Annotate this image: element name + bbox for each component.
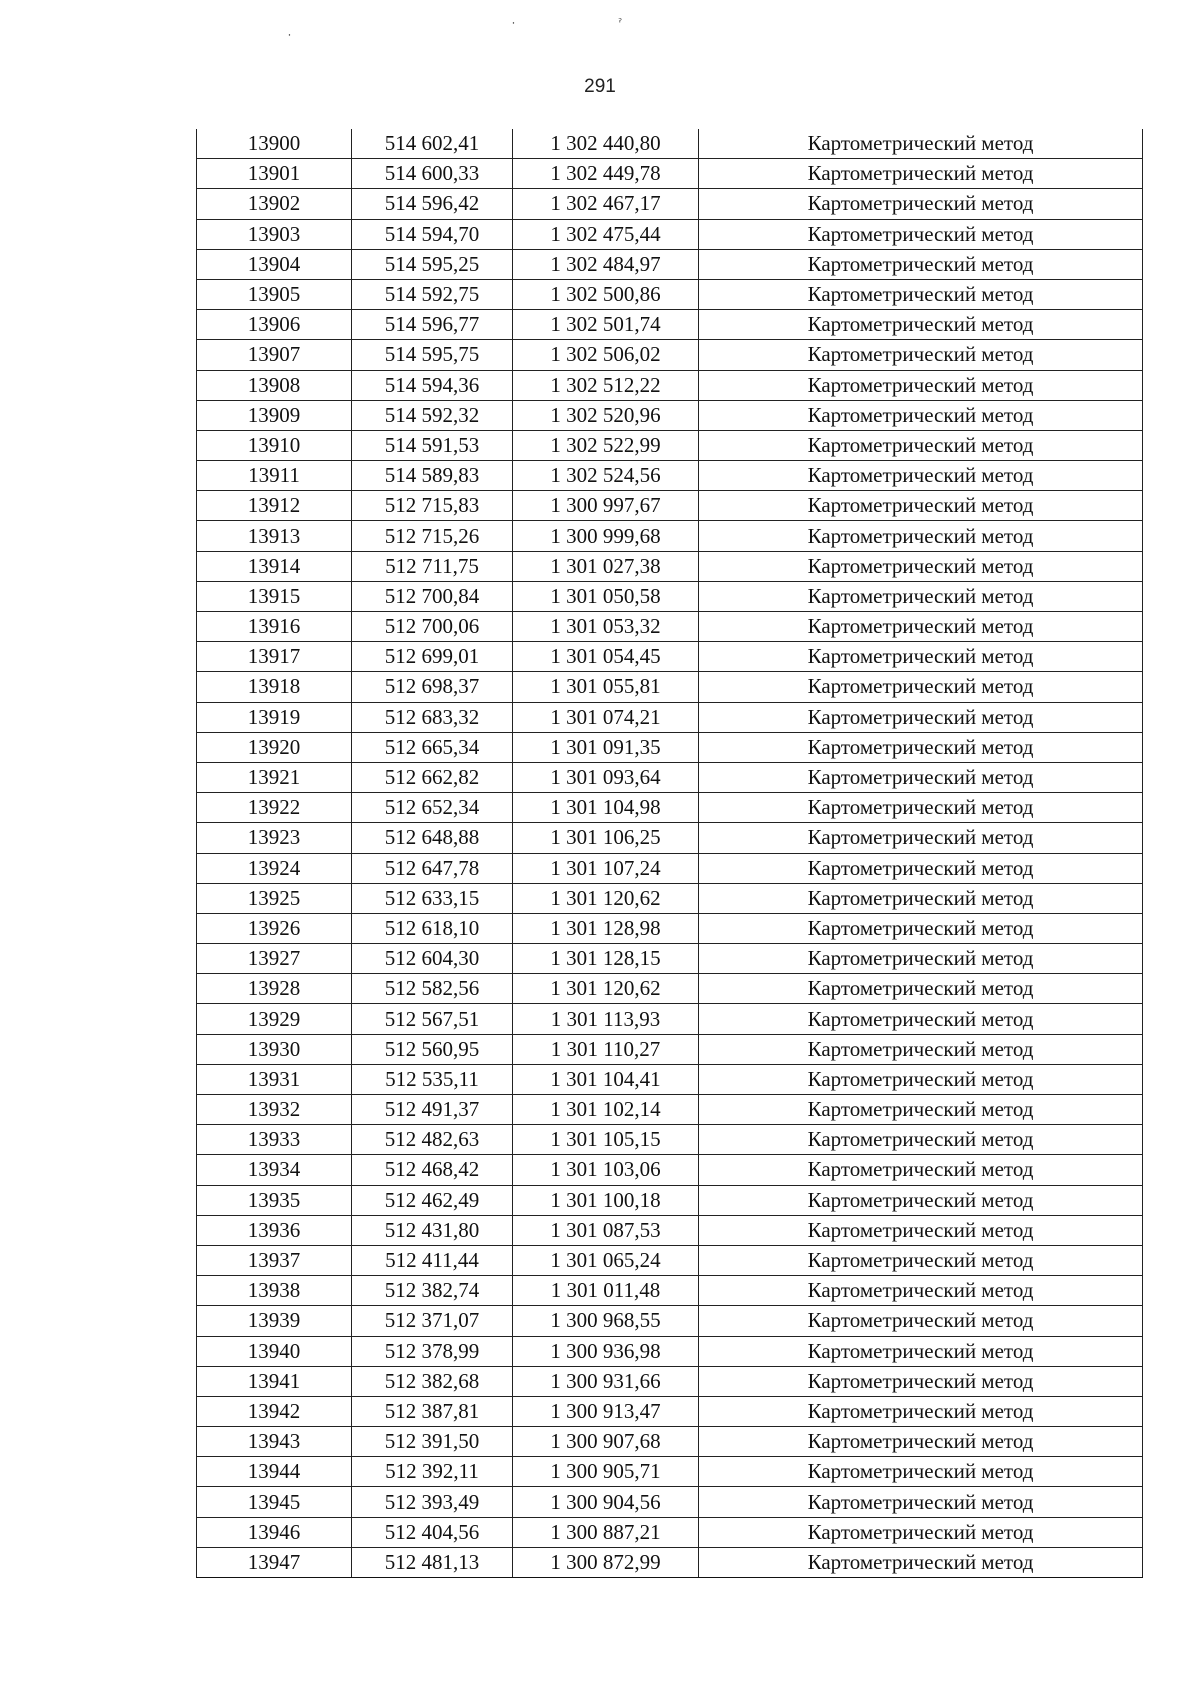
- point-number-cell: 13938: [197, 1276, 352, 1306]
- table-row: [197, 1336, 1143, 1366]
- point-number-cell: 13925: [197, 883, 352, 913]
- point-number-cell: 13907: [197, 340, 352, 370]
- y-coordinate-cell: 1 300 936,98: [513, 1336, 699, 1366]
- y-coordinate-cell: 1 301 103,06: [513, 1155, 699, 1185]
- method-cell: Картометрический метод: [699, 1336, 1143, 1366]
- method-cell: Картометрический метод: [699, 1125, 1143, 1155]
- y-coordinate-cell: 1 301 128,98: [513, 913, 699, 943]
- table-row: [197, 219, 1143, 249]
- method-cell: Картометрический метод: [699, 1487, 1143, 1517]
- method-cell: Картометрический метод: [699, 1245, 1143, 1275]
- x-coordinate-cell: 512 404,56: [352, 1517, 513, 1547]
- point-number-cell: 13936: [197, 1215, 352, 1245]
- table-row: [197, 159, 1143, 189]
- x-coordinate-cell: 512 387,81: [352, 1396, 513, 1426]
- point-number-cell: 13900: [197, 129, 352, 159]
- y-coordinate-cell: 1 300 905,71: [513, 1457, 699, 1487]
- table-row: [197, 1547, 1143, 1577]
- point-number-cell: 13916: [197, 612, 352, 642]
- y-coordinate-cell: 1 301 100,18: [513, 1185, 699, 1215]
- method-cell: Картометрический метод: [699, 189, 1143, 219]
- y-coordinate-cell: 1 301 053,32: [513, 612, 699, 642]
- y-coordinate-cell: 1 301 050,58: [513, 581, 699, 611]
- table-row: [197, 370, 1143, 400]
- table-row: [197, 1276, 1143, 1306]
- table-row: [197, 702, 1143, 732]
- x-coordinate-cell: 514 589,83: [352, 461, 513, 491]
- x-coordinate-cell: 512 700,84: [352, 581, 513, 611]
- method-cell: Картометрический метод: [699, 1276, 1143, 1306]
- point-number-cell: 13912: [197, 491, 352, 521]
- method-cell: Картометрический метод: [699, 1517, 1143, 1547]
- x-coordinate-cell: 512 491,37: [352, 1095, 513, 1125]
- x-coordinate-cell: 512 618,10: [352, 913, 513, 943]
- method-cell: Картометрический метод: [699, 853, 1143, 883]
- table-row: [197, 491, 1143, 521]
- table-row: [197, 793, 1143, 823]
- x-coordinate-cell: 514 591,53: [352, 430, 513, 460]
- method-cell: Картометрический метод: [699, 1215, 1143, 1245]
- point-number-cell: 13943: [197, 1427, 352, 1457]
- point-number-cell: 13917: [197, 642, 352, 672]
- point-number-cell: 13922: [197, 793, 352, 823]
- x-coordinate-cell: 512 567,51: [352, 1004, 513, 1034]
- method-cell: Картометрический метод: [699, 944, 1143, 974]
- coordinates-table-body: [197, 129, 1143, 1578]
- x-coordinate-cell: 512 700,06: [352, 612, 513, 642]
- x-coordinate-cell: 512 582,56: [352, 974, 513, 1004]
- method-cell: Картометрический метод: [699, 913, 1143, 943]
- point-number-cell: 13918: [197, 672, 352, 702]
- table-row: [197, 1064, 1143, 1094]
- x-coordinate-cell: 512 647,78: [352, 853, 513, 883]
- table-row: [197, 732, 1143, 762]
- y-coordinate-cell: 1 300 999,68: [513, 521, 699, 551]
- x-coordinate-cell: 514 596,77: [352, 310, 513, 340]
- method-cell: Картометрический метод: [699, 823, 1143, 853]
- method-cell: Картометрический метод: [699, 1004, 1143, 1034]
- y-coordinate-cell: 1 301 011,48: [513, 1276, 699, 1306]
- table-row: [197, 1457, 1143, 1487]
- table-row: [197, 1004, 1143, 1034]
- table-row: [197, 642, 1143, 672]
- table-row: [197, 461, 1143, 491]
- y-coordinate-cell: 1 302 524,56: [513, 461, 699, 491]
- point-number-cell: 13913: [197, 521, 352, 551]
- table-row: [197, 1034, 1143, 1064]
- x-coordinate-cell: 512 604,30: [352, 944, 513, 974]
- y-coordinate-cell: 1 300 904,56: [513, 1487, 699, 1517]
- y-coordinate-cell: 1 301 110,27: [513, 1034, 699, 1064]
- x-coordinate-cell: 512 481,13: [352, 1547, 513, 1577]
- y-coordinate-cell: 1 302 467,17: [513, 189, 699, 219]
- x-coordinate-cell: 512 411,44: [352, 1245, 513, 1275]
- point-number-cell: 13945: [197, 1487, 352, 1517]
- x-coordinate-cell: 512 665,34: [352, 732, 513, 762]
- x-coordinate-cell: 512 698,37: [352, 672, 513, 702]
- x-coordinate-cell: 514 595,25: [352, 249, 513, 279]
- y-coordinate-cell: 1 301 120,62: [513, 883, 699, 913]
- method-cell: Картометрический метод: [699, 1427, 1143, 1457]
- point-number-cell: 13931: [197, 1064, 352, 1094]
- table-row: [197, 400, 1143, 430]
- x-coordinate-cell: 512 715,26: [352, 521, 513, 551]
- x-coordinate-cell: 512 560,95: [352, 1034, 513, 1064]
- x-coordinate-cell: 512 683,32: [352, 702, 513, 732]
- x-coordinate-cell: 514 600,33: [352, 159, 513, 189]
- table-row: [197, 853, 1143, 883]
- table-row: [197, 430, 1143, 460]
- y-coordinate-cell: 1 302 440,80: [513, 129, 699, 159]
- table-row: [197, 1245, 1143, 1275]
- method-cell: Картометрический метод: [699, 551, 1143, 581]
- table-row: [197, 1215, 1143, 1245]
- point-number-cell: 13946: [197, 1517, 352, 1547]
- point-number-cell: 13923: [197, 823, 352, 853]
- y-coordinate-cell: 1 301 113,93: [513, 1004, 699, 1034]
- x-coordinate-cell: 512 382,68: [352, 1366, 513, 1396]
- table-row: [197, 129, 1143, 159]
- method-cell: Картометрический метод: [699, 974, 1143, 1004]
- method-cell: Картометрический метод: [699, 461, 1143, 491]
- table-row: [197, 612, 1143, 642]
- y-coordinate-cell: 1 301 087,53: [513, 1215, 699, 1245]
- point-number-cell: 13933: [197, 1125, 352, 1155]
- table-row: [197, 1427, 1143, 1457]
- method-cell: Картометрический метод: [699, 1306, 1143, 1336]
- point-number-cell: 13914: [197, 551, 352, 581]
- x-coordinate-cell: 512 392,11: [352, 1457, 513, 1487]
- y-coordinate-cell: 1 301 065,24: [513, 1245, 699, 1275]
- table-row: [197, 913, 1143, 943]
- method-cell: Картометрический метод: [699, 279, 1143, 309]
- y-coordinate-cell: 1 301 106,25: [513, 823, 699, 853]
- table-row: [197, 279, 1143, 309]
- point-number-cell: 13919: [197, 702, 352, 732]
- method-cell: Картометрический метод: [699, 612, 1143, 642]
- y-coordinate-cell: 1 300 872,99: [513, 1547, 699, 1577]
- scan-speck: ⸳: [512, 15, 515, 28]
- y-coordinate-cell: 1 302 500,86: [513, 279, 699, 309]
- method-cell: Картометрический метод: [699, 793, 1143, 823]
- x-coordinate-cell: 512 382,74: [352, 1276, 513, 1306]
- x-coordinate-cell: 512 378,99: [352, 1336, 513, 1366]
- point-number-cell: 13920: [197, 732, 352, 762]
- coordinates-table: [196, 129, 1143, 1578]
- point-number-cell: 13926: [197, 913, 352, 943]
- table-row: [197, 883, 1143, 913]
- point-number-cell: 13910: [197, 430, 352, 460]
- point-number-cell: 13909: [197, 400, 352, 430]
- method-cell: Картометрический метод: [699, 642, 1143, 672]
- method-cell: Картометрический метод: [699, 219, 1143, 249]
- point-number-cell: 13915: [197, 581, 352, 611]
- y-coordinate-cell: 1 302 512,22: [513, 370, 699, 400]
- table-row: [197, 1396, 1143, 1426]
- table-row: [197, 823, 1143, 853]
- method-cell: Картометрический метод: [699, 1155, 1143, 1185]
- point-number-cell: 13902: [197, 189, 352, 219]
- point-number-cell: 13929: [197, 1004, 352, 1034]
- y-coordinate-cell: 1 301 120,62: [513, 974, 699, 1004]
- x-coordinate-cell: 512 633,15: [352, 883, 513, 913]
- method-cell: Картометрический метод: [699, 521, 1143, 551]
- table-row: [197, 310, 1143, 340]
- method-cell: Картометрический метод: [699, 1457, 1143, 1487]
- y-coordinate-cell: 1 302 506,02: [513, 340, 699, 370]
- y-coordinate-cell: 1 302 520,96: [513, 400, 699, 430]
- method-cell: Картометрический метод: [699, 310, 1143, 340]
- method-cell: Картометрический метод: [699, 672, 1143, 702]
- table-row: [197, 1125, 1143, 1155]
- method-cell: Картометрический метод: [699, 1366, 1143, 1396]
- method-cell: Картометрический метод: [699, 340, 1143, 370]
- y-coordinate-cell: 1 301 102,14: [513, 1095, 699, 1125]
- method-cell: Картометрический метод: [699, 400, 1143, 430]
- x-coordinate-cell: 512 371,07: [352, 1306, 513, 1336]
- table-row: [197, 581, 1143, 611]
- method-cell: Картометрический метод: [699, 732, 1143, 762]
- y-coordinate-cell: 1 300 913,47: [513, 1396, 699, 1426]
- point-number-cell: 13932: [197, 1095, 352, 1125]
- method-cell: Картометрический метод: [699, 249, 1143, 279]
- x-coordinate-cell: 512 462,49: [352, 1185, 513, 1215]
- x-coordinate-cell: 512 391,50: [352, 1427, 513, 1457]
- table-row: [197, 944, 1143, 974]
- table-row: [197, 1185, 1143, 1215]
- point-number-cell: 13904: [197, 249, 352, 279]
- x-coordinate-cell: 512 468,42: [352, 1155, 513, 1185]
- method-cell: Картометрический метод: [699, 1064, 1143, 1094]
- y-coordinate-cell: 1 302 501,74: [513, 310, 699, 340]
- point-number-cell: 13942: [197, 1396, 352, 1426]
- table-row: [197, 1487, 1143, 1517]
- y-coordinate-cell: 1 301 105,15: [513, 1125, 699, 1155]
- x-coordinate-cell: 514 595,75: [352, 340, 513, 370]
- table-row: [197, 189, 1143, 219]
- y-coordinate-cell: 1 302 449,78: [513, 159, 699, 189]
- table-row: [197, 974, 1143, 1004]
- x-coordinate-cell: 512 431,80: [352, 1215, 513, 1245]
- x-coordinate-cell: 514 592,75: [352, 279, 513, 309]
- y-coordinate-cell: 1 300 997,67: [513, 491, 699, 521]
- table-row: [197, 672, 1143, 702]
- point-number-cell: 13924: [197, 853, 352, 883]
- x-coordinate-cell: 514 596,42: [352, 189, 513, 219]
- table-row: [197, 1366, 1143, 1396]
- scan-speck: ⸳: [288, 27, 291, 40]
- x-coordinate-cell: 512 711,75: [352, 551, 513, 581]
- method-cell: Картометрический метод: [699, 370, 1143, 400]
- table-row: [197, 1517, 1143, 1547]
- y-coordinate-cell: 1 301 091,35: [513, 732, 699, 762]
- x-coordinate-cell: 512 535,11: [352, 1064, 513, 1094]
- table-row: [197, 1155, 1143, 1185]
- table-row: [197, 551, 1143, 581]
- method-cell: Картометрический метод: [699, 1185, 1143, 1215]
- table-row: [197, 521, 1143, 551]
- point-number-cell: 13940: [197, 1336, 352, 1366]
- point-number-cell: 13911: [197, 461, 352, 491]
- method-cell: Картометрический метод: [699, 159, 1143, 189]
- table-row: [197, 1095, 1143, 1125]
- y-coordinate-cell: 1 300 887,21: [513, 1517, 699, 1547]
- x-coordinate-cell: 512 662,82: [352, 762, 513, 792]
- point-number-cell: 13927: [197, 944, 352, 974]
- x-coordinate-cell: 512 699,01: [352, 642, 513, 672]
- method-cell: Картометрический метод: [699, 762, 1143, 792]
- method-cell: Картометрический метод: [699, 430, 1143, 460]
- y-coordinate-cell: 1 301 104,98: [513, 793, 699, 823]
- y-coordinate-cell: 1 301 093,64: [513, 762, 699, 792]
- y-coordinate-cell: 1 300 968,55: [513, 1306, 699, 1336]
- table-row: [197, 249, 1143, 279]
- method-cell: Картометрический метод: [699, 581, 1143, 611]
- x-coordinate-cell: 514 594,70: [352, 219, 513, 249]
- y-coordinate-cell: 1 301 107,24: [513, 853, 699, 883]
- x-coordinate-cell: 514 594,36: [352, 370, 513, 400]
- y-coordinate-cell: 1 301 128,15: [513, 944, 699, 974]
- method-cell: Картометрический метод: [699, 491, 1143, 521]
- point-number-cell: 13903: [197, 219, 352, 249]
- method-cell: Картометрический метод: [699, 1396, 1143, 1426]
- table-row: [197, 762, 1143, 792]
- y-coordinate-cell: 1 301 055,81: [513, 672, 699, 702]
- y-coordinate-cell: 1 302 475,44: [513, 219, 699, 249]
- table-row: [197, 1306, 1143, 1336]
- page-number: 291: [584, 76, 616, 97]
- point-number-cell: 13921: [197, 762, 352, 792]
- method-cell: Картометрический метод: [699, 1547, 1143, 1577]
- method-cell: Картометрический метод: [699, 702, 1143, 732]
- x-coordinate-cell: 512 715,83: [352, 491, 513, 521]
- point-number-cell: 13928: [197, 974, 352, 1004]
- method-cell: Картометрический метод: [699, 883, 1143, 913]
- method-cell: Картометрический метод: [699, 1095, 1143, 1125]
- x-coordinate-cell: 512 648,88: [352, 823, 513, 853]
- point-number-cell: 13947: [197, 1547, 352, 1577]
- method-cell: Картометрический метод: [699, 1034, 1143, 1064]
- scan-speck: ˀ: [618, 16, 623, 29]
- x-coordinate-cell: 512 482,63: [352, 1125, 513, 1155]
- y-coordinate-cell: 1 302 484,97: [513, 249, 699, 279]
- point-number-cell: 13939: [197, 1306, 352, 1336]
- y-coordinate-cell: 1 301 074,21: [513, 702, 699, 732]
- y-coordinate-cell: 1 301 027,38: [513, 551, 699, 581]
- x-coordinate-cell: 512 393,49: [352, 1487, 513, 1517]
- point-number-cell: 13937: [197, 1245, 352, 1275]
- point-number-cell: 13935: [197, 1185, 352, 1215]
- method-cell: Картометрический метод: [699, 129, 1143, 159]
- point-number-cell: 13944: [197, 1457, 352, 1487]
- point-number-cell: 13901: [197, 159, 352, 189]
- x-coordinate-cell: 514 602,41: [352, 129, 513, 159]
- x-coordinate-cell: 512 652,34: [352, 793, 513, 823]
- y-coordinate-cell: 1 300 931,66: [513, 1366, 699, 1396]
- point-number-cell: 13934: [197, 1155, 352, 1185]
- y-coordinate-cell: 1 302 522,99: [513, 430, 699, 460]
- y-coordinate-cell: 1 301 104,41: [513, 1064, 699, 1094]
- point-number-cell: 13906: [197, 310, 352, 340]
- point-number-cell: 13905: [197, 279, 352, 309]
- x-coordinate-cell: 514 592,32: [352, 400, 513, 430]
- y-coordinate-cell: 1 301 054,45: [513, 642, 699, 672]
- point-number-cell: 13941: [197, 1366, 352, 1396]
- table-row: [197, 340, 1143, 370]
- y-coordinate-cell: 1 300 907,68: [513, 1427, 699, 1457]
- point-number-cell: 13930: [197, 1034, 352, 1064]
- point-number-cell: 13908: [197, 370, 352, 400]
